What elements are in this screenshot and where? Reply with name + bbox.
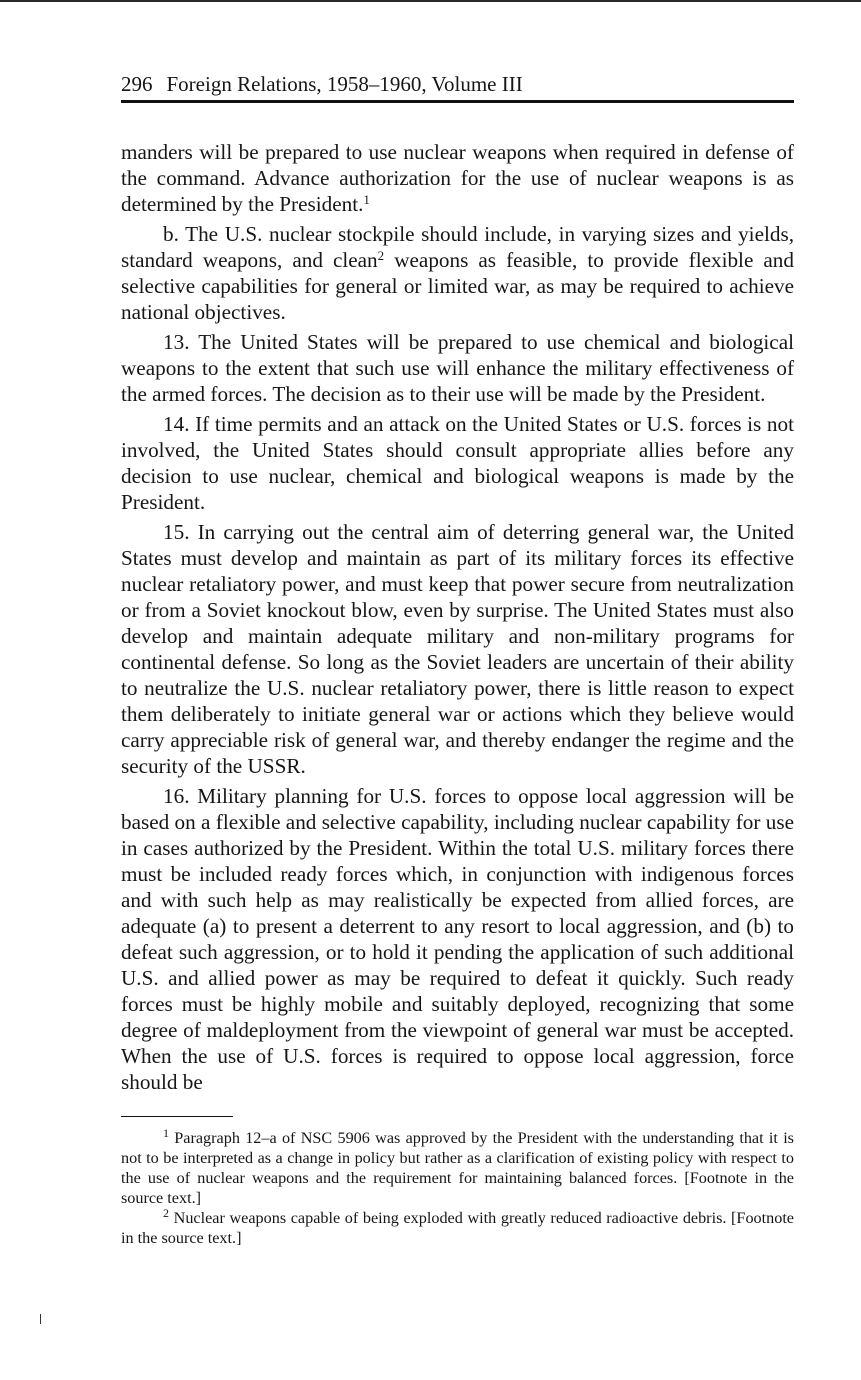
paragraph-text: weapons as feasible, to provide flexible and selective capabilities for general or limited war, as may be required to achieve national objectives. <box>121 248 794 324</box>
running-head <box>121 70 794 103</box>
paragraph-16: 16. Military planning for U.S. forces to oppose local aggression will be based on a flexible and selective capability, including nuclear capability for use in cases authorized by the President. Within the total U.S. military forces there must be included ready forces which, in conjunction with indigenous forces and with such help as may realistically be expected from allied forces, are adequate (a) to present a deterrent to any resort to local aggression, and (b) to defeat such aggression, or to hold it pending the application of such additional U.S. and allied power as may be required to defeat it quickly. Such ready forces must be highly mobile and suitably deployed, recognizing that some degree of maldeployment from the viewpoint of general war must be accepted. When the use of U.S. forces is required to oppose local aggression, force should be <box>121 784 794 1094</box>
footnote-text: Paragraph 12–a of NSC 5906 was approved by the President with the understanding that it is not to be interpreted as a change in policy but rather as a clarification of existing policy with respect to the use of nuclear weapons and the requirement for maintaining balanced forces. [Footnote in the source text.] <box>121 1129 794 1207</box>
footnote-1 <box>121 1128 794 1208</box>
paragraph-text: manders will be prepared to use nuclear weapons when required in defense of the command. Advance authorization for the use of nuclear weapons is as determined by the President. <box>121 140 794 216</box>
footnote-number: 2 <box>163 1206 169 1220</box>
scan-margin-mark <box>40 1314 41 1324</box>
scan-top-edge <box>0 0 861 2</box>
document-page <box>121 70 794 1248</box>
footnotes <box>121 1128 794 1248</box>
body-text <box>121 139 794 1095</box>
footnote-number: 1 <box>163 1126 169 1140</box>
paragraph-12b <box>121 221 794 325</box>
paragraph-15: 15. In carrying out the central aim of deterring general war, the United States must develop and maintain as part of its military forces its effective nuclear retaliatory power, and must keep that power secure from neutralization or from a Soviet knockout blow, even by surprise. The United States must also develop and maintain adequate military and non-military programs for continental defense. So long as the Soviet leaders are uncertain of their ability to neutralize the U.S. nuclear retaliatory power, there is little reason to expect them deliberately to initiate general war or actions which they believe would carry appreciable risk of general war, and thereby endanger the regime and the security of the USSR. <box>121 520 794 778</box>
footnote-ref-2[interactable]: 2 <box>377 248 385 263</box>
paragraph-13: 13. The United States will be prepared to use chemical and biological weapons to the extent that such use will enhance the military effectiveness of the armed forces. The decision as to their use will be made by the President. <box>121 330 794 406</box>
paragraph-text: b. The U.S. nuclear stockpile should include, in varying sizes and yields, standard weapons, and clean <box>121 222 794 272</box>
book-title: Foreign Relations, 1958–1960, Volume III <box>166 72 523 96</box>
footnote-2 <box>121 1208 794 1248</box>
footnote-ref-1[interactable]: 1 <box>363 192 370 207</box>
page-number: 296 <box>121 72 153 96</box>
paragraph-continuation <box>121 139 794 217</box>
paragraph-14: 14. If time permits and an attack on the United States or U.S. forces is not involved, the United States should consult appropriate allies before any decision to use nuclear, chemical and biological weapons is made by the President. <box>121 412 794 514</box>
footnote-text: Nuclear weapons capable of being exploded with greatly reduced radioactive debris. [Footnote in the source text.] <box>121 1209 794 1247</box>
footnote-divider <box>121 1116 233 1117</box>
